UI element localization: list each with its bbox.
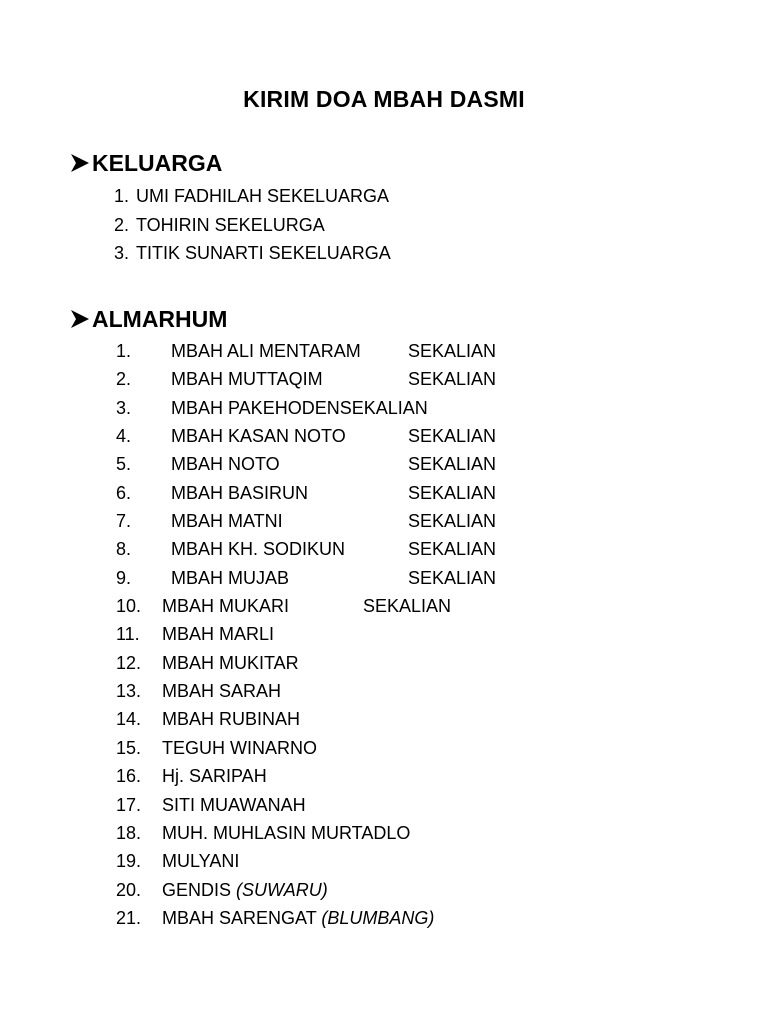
item-number: 21. [116, 907, 142, 928]
item-number: 14. [116, 709, 142, 730]
keluarga-list [114, 182, 391, 268]
item-name: TEGUH WINARNO [162, 737, 317, 758]
list-item [114, 182, 391, 211]
list-item [0, 734, 768, 762]
list-item [0, 450, 768, 478]
item-name: MBAH MUKITAR [162, 652, 299, 673]
list-item [0, 365, 768, 393]
list-item [0, 394, 768, 422]
arrowhead-bullet-icon [70, 309, 90, 329]
section-heading-keluarga [70, 149, 222, 177]
item-name: MBAH BASIRUN [171, 482, 309, 503]
list-item [0, 620, 768, 648]
list-item [0, 592, 768, 620]
item-name: MUH. MUHLASIN MURTADLO [162, 822, 411, 843]
list-item [0, 422, 768, 450]
item-name: MBAH RUBINAH [162, 709, 301, 730]
item-note: (SUWARU) [236, 879, 328, 900]
item-number: 16. [116, 766, 142, 787]
item-number: 2. [114, 214, 130, 235]
item-name: MBAH MUKARI [162, 596, 290, 617]
item-name-text: MBAH SARENGAT [162, 907, 317, 928]
item-number: 7. [116, 511, 132, 532]
almarhum-list [0, 337, 768, 932]
list-item [0, 791, 768, 819]
item-text: TOHIRIN SEKELURGA [136, 214, 325, 235]
item-number: 12. [116, 652, 142, 673]
item-number: 15. [116, 737, 142, 758]
item-number: 1. [114, 186, 130, 206]
item-suffix: SEKALIAN [408, 454, 497, 475]
item-name-text: MBAH PAKEHODEN [171, 397, 340, 418]
item-name [171, 394, 428, 422]
item-suffix: SEKALIAN [408, 567, 497, 588]
item-name: MBAH KASAN NOTO [171, 426, 346, 447]
item-note: (BLUMBANG) [321, 907, 435, 928]
item-name: MBAH MUTTAQIM [171, 369, 323, 390]
item-name: MULYANI [162, 851, 240, 872]
item-name: MBAH SARAH [162, 681, 282, 702]
item-name [162, 876, 328, 904]
section-heading-almarhum [70, 305, 227, 333]
list-item [114, 239, 391, 268]
item-text: UMI FADHILAH SEKELUARGA [136, 186, 390, 206]
item-name: MBAH MATNI [171, 511, 283, 532]
list-item [0, 904, 768, 932]
document-title: KIRIM DOA MBAH DASMI [243, 86, 525, 112]
item-number: 20. [116, 879, 142, 900]
item-suffix: SEKALIAN [408, 369, 497, 390]
list-item [0, 337, 768, 365]
item-name: MBAH KH. SODIKUN [171, 539, 346, 560]
item-number: 2. [116, 369, 132, 390]
item-name: MBAH NOTO [171, 454, 280, 475]
list-item [0, 876, 768, 904]
list-item [0, 564, 768, 592]
item-suffix: SEKALIAN [408, 539, 497, 560]
item-name-text: GENDIS [162, 879, 232, 900]
list-item [0, 507, 768, 535]
item-suffix: SEKALIAN [363, 596, 452, 617]
item-number: 3. [114, 243, 130, 263]
item-name: MBAH MUJAB [171, 567, 290, 588]
item-number: 1. [116, 341, 132, 361]
list-item [0, 535, 768, 563]
list-item [0, 705, 768, 733]
item-name: MBAH MARLI [162, 624, 275, 645]
item-suffix: SEKALIAN [408, 511, 497, 532]
item-number: 10. [116, 596, 142, 617]
item-name: Hj. SARIPAH [162, 766, 267, 787]
list-item [0, 819, 768, 847]
item-number: 18. [116, 822, 142, 843]
item-number: 11. [116, 624, 140, 645]
item-number: 17. [116, 794, 142, 815]
item-number: 3. [116, 397, 132, 418]
item-name [162, 904, 434, 932]
list-item [114, 211, 391, 240]
item-suffix: SEKALIAN [339, 397, 428, 418]
item-name: SITI MUAWANAH [162, 794, 306, 815]
item-number: 5. [116, 454, 132, 475]
section-heading-label: KELUARGA [92, 149, 223, 176]
item-suffix: SEKALIAN [408, 482, 497, 503]
item-suffix: SEKALIAN [408, 341, 497, 361]
section-heading-label: ALMARHUM [92, 305, 228, 332]
item-number: 8. [116, 539, 132, 560]
list-item [0, 762, 768, 790]
item-number: 19. [116, 851, 142, 872]
item-number: 9. [116, 567, 132, 588]
item-name: MBAH ALI MENTARAM [171, 341, 361, 361]
item-number: 6. [116, 482, 132, 503]
list-item [0, 479, 768, 507]
list-item [0, 677, 768, 705]
list-item [0, 847, 768, 875]
item-text: TITIK SUNARTI SEKELUARGA [136, 243, 391, 263]
list-item [0, 649, 768, 677]
arrowhead-bullet-icon [70, 153, 90, 173]
item-suffix: SEKALIAN [408, 426, 497, 447]
item-number: 13. [116, 681, 142, 702]
item-number: 4. [116, 426, 132, 447]
